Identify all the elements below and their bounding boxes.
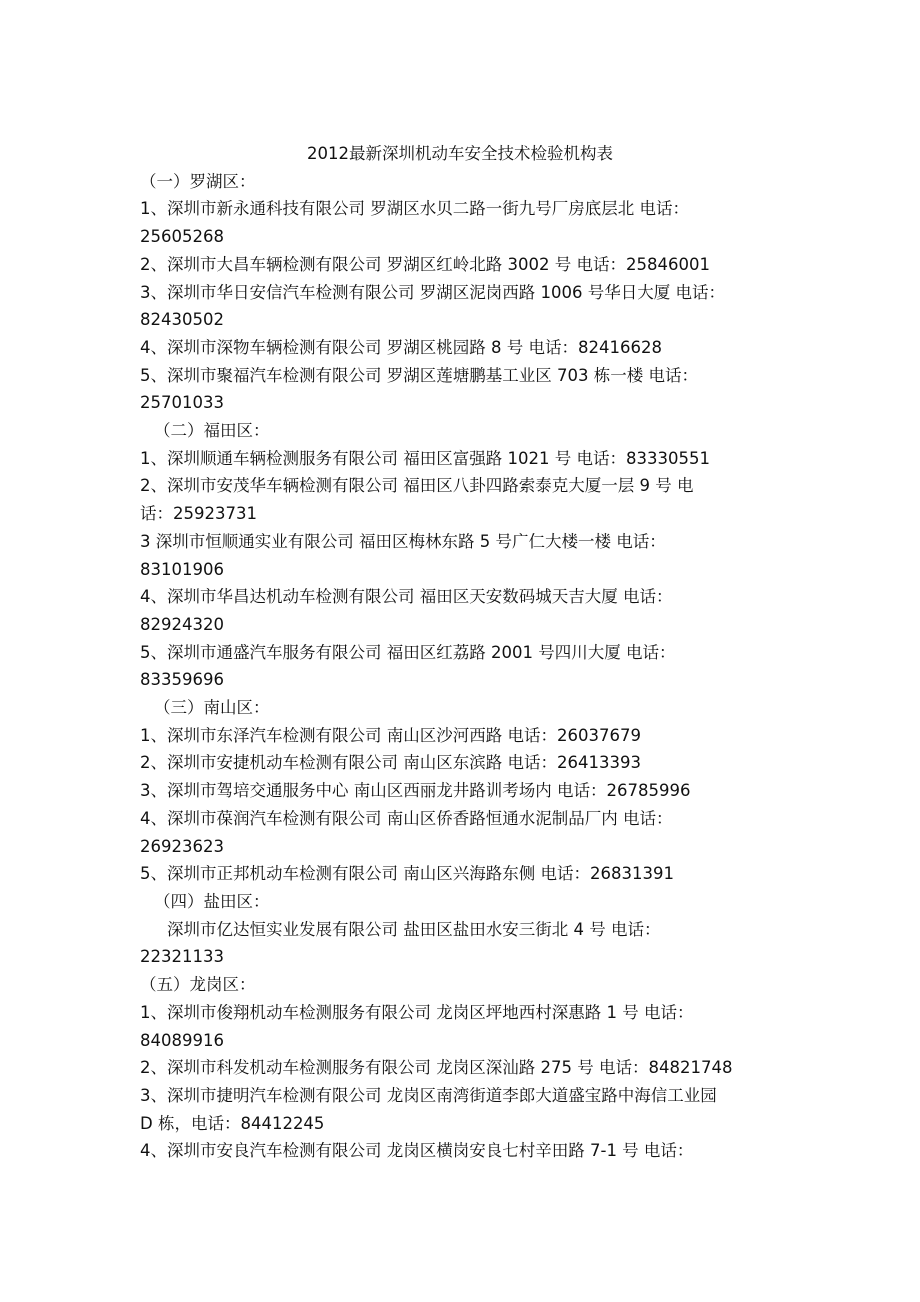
list-item: 4、深圳市安良汽车检测有限公司 龙岗区横岗安良七村辛田路 7-1 号 电话： [140,1141,694,1161]
list-item: 1、深圳市俊翔机动车检测服务有限公司 龙岗区坪地西村深惠路 1 号 电话： [140,1002,694,1022]
list-item-continuation: 25701033 [140,393,224,413]
list-item: 4、深圳市葆润汽车检测有限公司 南山区侨香路恒通水泥制品厂内 电话： [140,808,673,828]
list-item-continuation: D 栋，电话：84412245 [140,1113,325,1133]
list-item: 3 深圳市恒顺通实业有限公司 福田区梅林东路 5 号广仁大楼一楼 电话： [140,531,666,551]
list-item: 1、深圳顺通车辆检测服务有限公司 福田区富强路 1021 号 电话：83330551 [140,448,710,468]
list-item: 1、深圳市东泽汽车检测有限公司 南山区沙河西路 电话：26037679 [140,725,641,745]
list-item: 2、深圳市科发机动车检测服务有限公司 龙岗区深汕路 275 号 电话：84821748 [140,1058,733,1078]
list-item-continuation: 话：25923731 [140,504,257,524]
section-heading-nanshan: （三）南山区： [154,698,270,718]
section-heading-longgang: （五）龙岗区： [140,975,256,995]
list-item: 4、深圳市华昌达机动车检测有限公司 福田区天安数码城天吉大厦 电话： [140,587,673,607]
list-item: 5、深圳市正邦机动车检测有限公司 南山区兴海路东侧 电话：26831391 [140,864,674,884]
list-item-continuation: 83101906 [140,559,224,579]
list-item-continuation: 25605268 [140,227,224,247]
list-item: 5、深圳市通盛汽车服务有限公司 福田区红荔路 2001 号四川大厦 电话： [140,642,676,662]
list-item: 2、深圳市安茂华车辆检测有限公司 福田区八卦四路索泰克大厦一层 9 号 电 [140,476,694,496]
list-item: 3、深圳市驾培交通服务中心 南山区西丽龙井路训考场内 电话：26785996 [140,781,691,801]
list-item-continuation: 82430502 [140,310,224,330]
list-item-continuation: 22321133 [140,947,224,967]
list-item: 2、深圳市安捷机动车检测有限公司 南山区东滨路 电话：26413393 [140,753,641,773]
list-item: 1、深圳市新永通科技有限公司 罗湖区水贝二路一街九号厂房底层北 电话： [140,199,689,219]
list-item-continuation: 84089916 [140,1030,224,1050]
list-item-continuation: 82924320 [140,614,224,634]
document-title: 2012最新深圳机动车安全技术检验机构表 [307,144,613,163]
section-heading-futian: （二）福田区： [154,421,270,441]
section-heading-luohu: （一）罗湖区： [140,171,256,191]
list-item: 深圳市亿达恒实业发展有限公司 盐田区盐田水安三街北 4 号 电话： [167,919,661,939]
list-item: 3、深圳市捷明汽车检测有限公司 龙岗区南湾街道李郎大道盛宝路中海信工业园 [140,1085,717,1105]
list-item: 3、深圳市华日安信汽车检测有限公司 罗湖区泥岗西路 1006 号华日大厦 电话： [140,282,725,302]
list-item: 5、深圳市聚福汽车检测有限公司 罗湖区莲塘鹏基工业区 703 栋一楼 电话： [140,365,698,385]
document-body [140,140,782,1165]
list-item: 2、深圳市大昌车辆检测有限公司 罗湖区红岭北路 3002 号 电话：25846001 [140,254,710,274]
list-item-continuation: 26923623 [140,836,224,856]
list-item-continuation: 83359696 [140,670,224,690]
list-item: 4、深圳市深物车辆检测有限公司 罗湖区桃园路 8 号 电话：82416628 [140,337,662,357]
section-heading-yantian: （四）盐田区： [154,891,270,911]
